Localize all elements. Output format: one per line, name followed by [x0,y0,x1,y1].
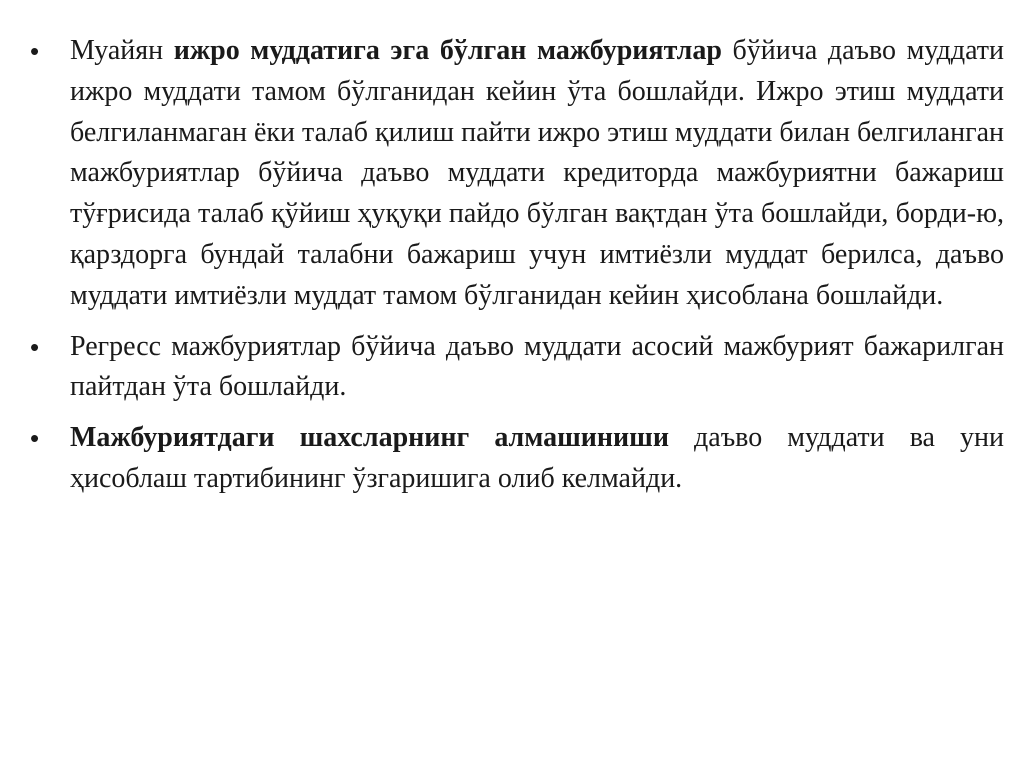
bullet-1-bold-phrase: ижро муддатига эга бўлган мажбуриятлар [173,35,722,66]
bullet-item-2 [30,327,1004,409]
bullet-dot-icon: • [30,423,40,454]
bullet-1-text-part: бўйича даъво муддати ижро муддати тамом бўлганидан кейин ўта бошлайди. Ижро этиш муддати белгиланмаган ёки талаб қилиш пайти ижро этиш муддати билан белгиланган мажбуриятлар бўйича даъво муддати кредиторда мажбуриятни бажариш тўғрисида талаб қўйиш ҳуқуқи пайдо бўлган вақтдан ўта бошлайди, борди-ю, қарздорга бундай талабни бажариш учун имтиёзли муддат берилса, даъво муддати имтиёзли муддат тамом бўлганидан кейин ҳисоблана бошлайди. [70,35,1004,311]
bullet-2-text-part: Регресс мажбуриятлар бўйича даъво муддати асосий мажбурият бажарилган пайтдан ўта бошлайди. [70,330,1004,403]
bullet-3-bold-phrase: Мажбуриятдаги шахсларнинг алмашиниши [70,422,669,454]
bullet-item-1 [30,31,1004,317]
bullet-3-text-part: даъво муддати ва уни ҳисоблаш тартибининг ўзгаришига олиб келмайди. [70,422,1004,494]
bullet-item-3 [30,418,1004,500]
bullet-text-3 [70,418,1004,500]
bullet-text-2 [70,327,1004,409]
bullet-dot-icon: • [30,36,40,66]
bullet-dot-icon: • [30,331,40,362]
bullet-1-text-part: Муайян [70,35,174,66]
bullet-text-1 [70,31,1004,317]
bullet-list [30,31,1004,510]
